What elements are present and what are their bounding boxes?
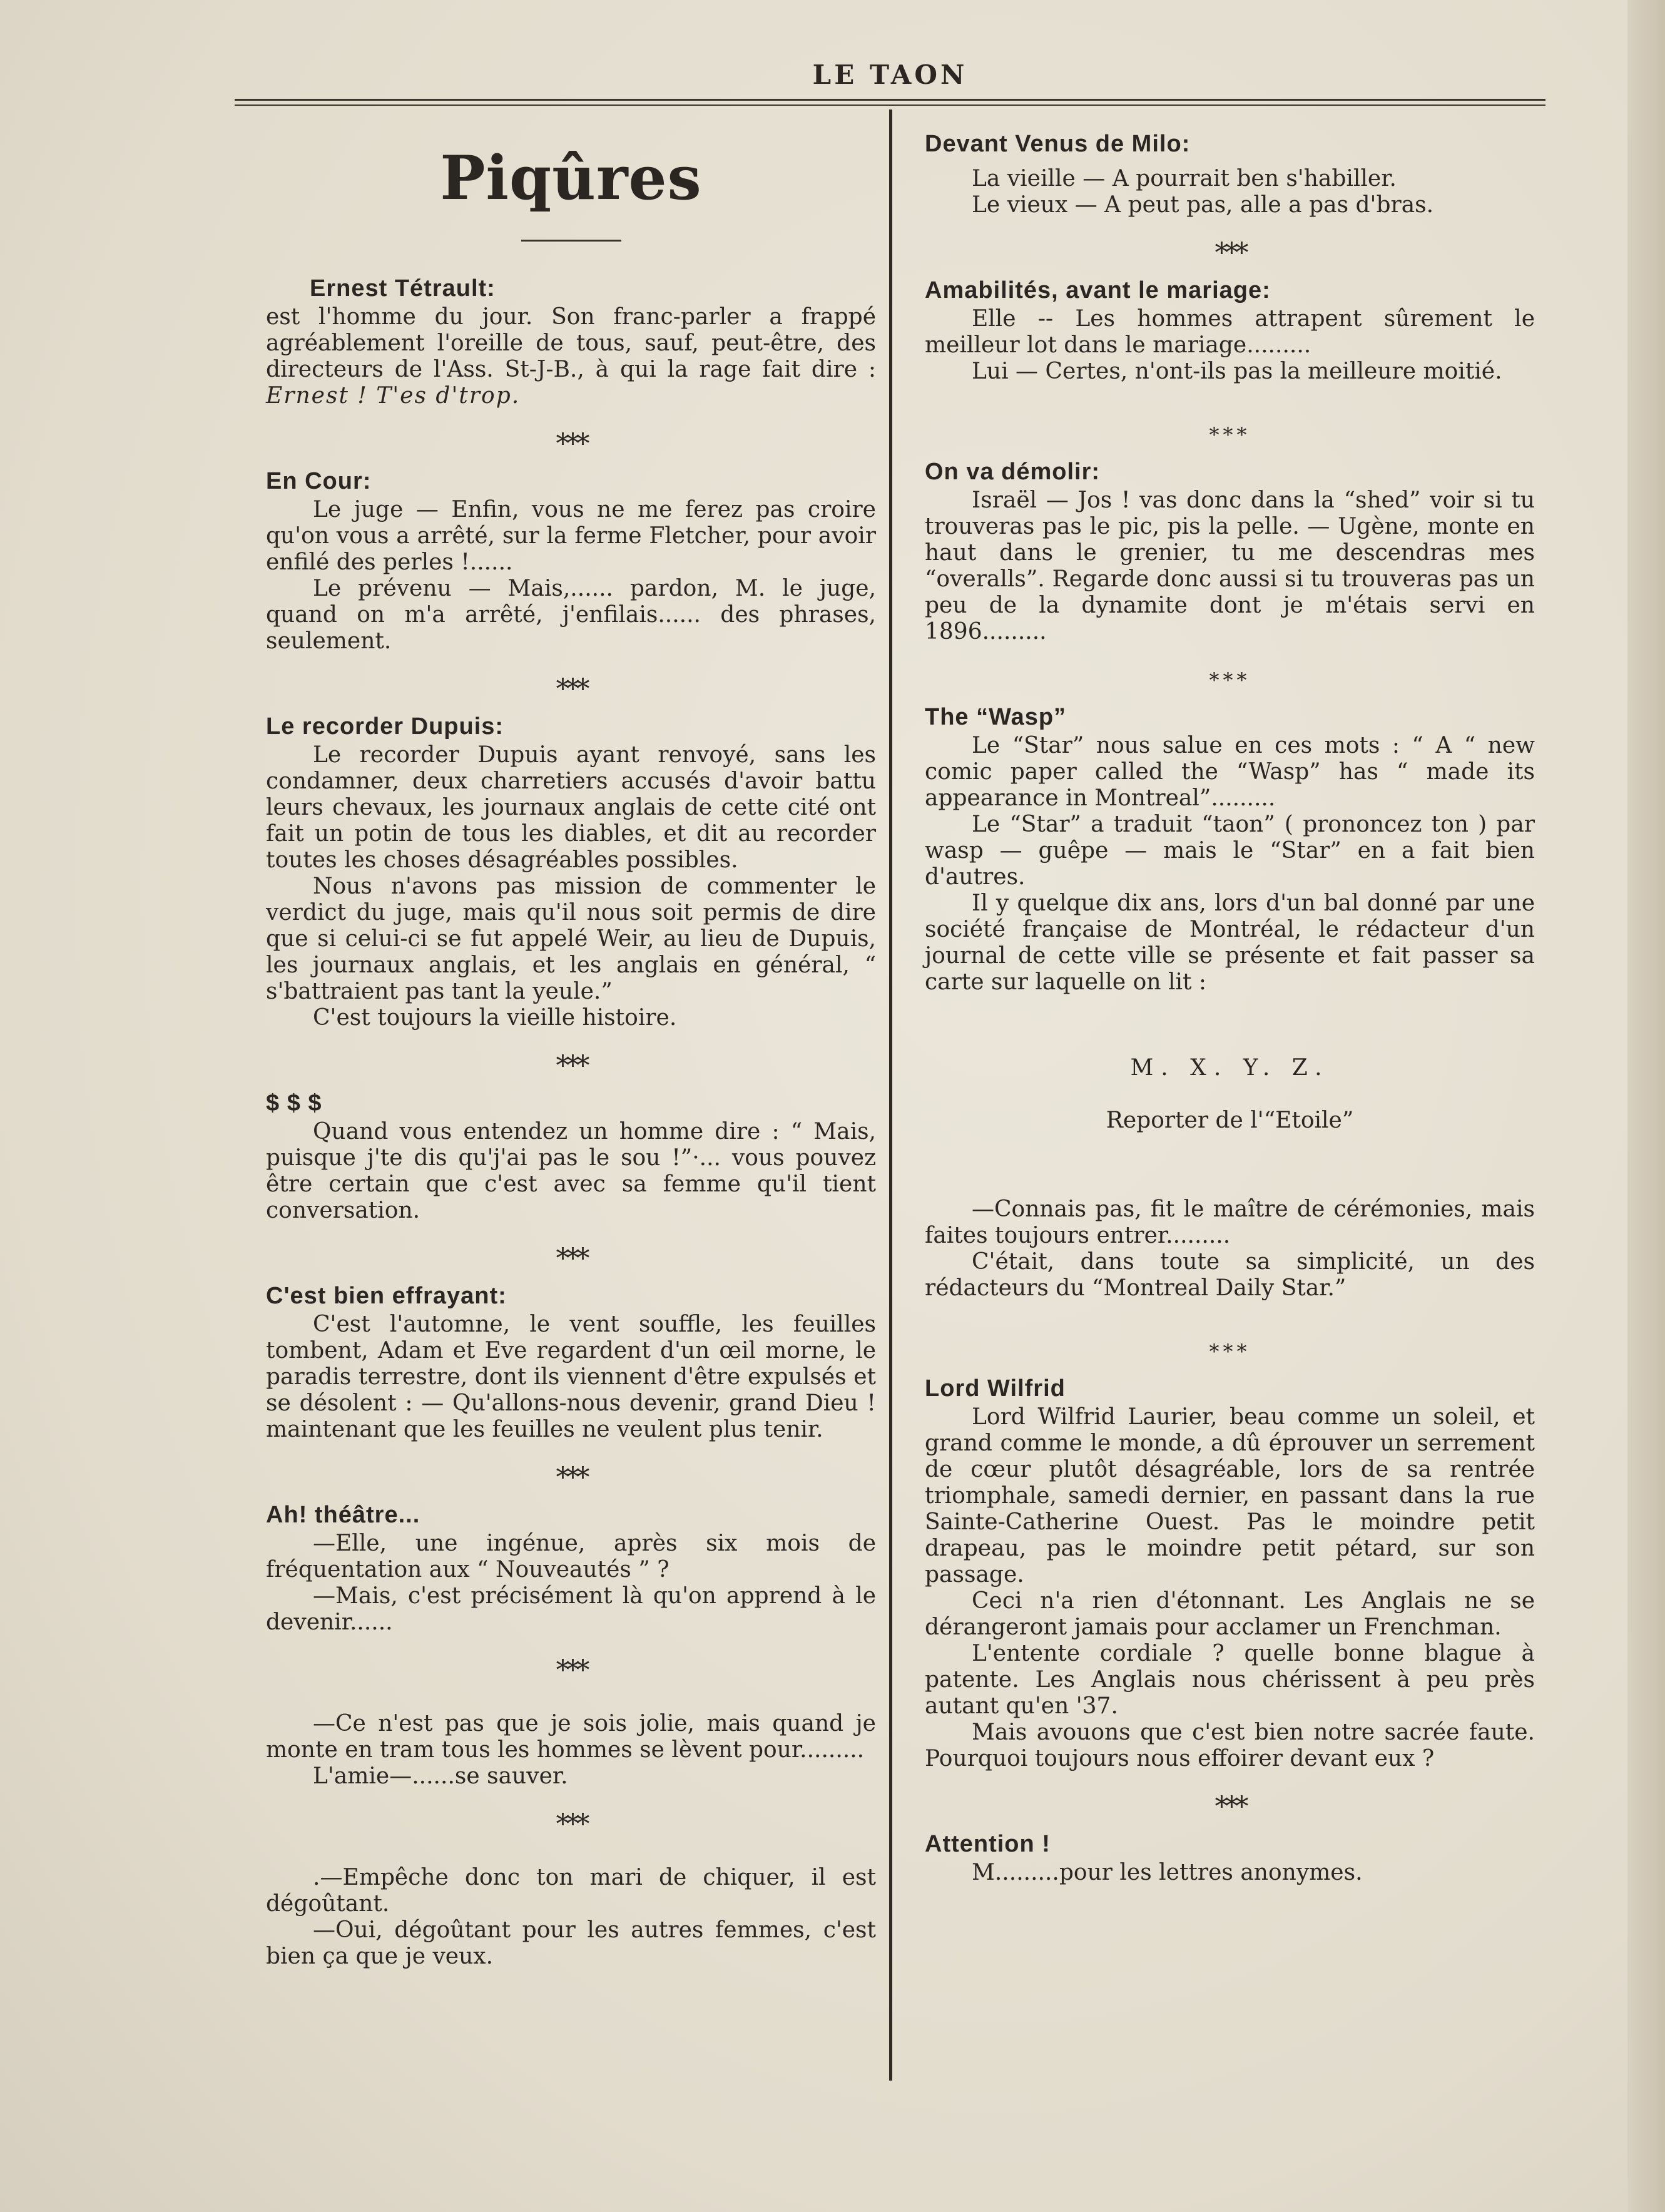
stars-separator: *** bbox=[556, 1050, 586, 1082]
item-heading: C'est bien effrayant: bbox=[266, 1283, 507, 1309]
item-wasp bbox=[925, 701, 1535, 1302]
item-venus bbox=[925, 128, 1535, 218]
item-paragraph: —Mais, c'est précisément là qu'on apprend à le devenir...... bbox=[266, 1583, 876, 1635]
item-heading: The “Wasp” bbox=[925, 704, 1067, 730]
item-ernest bbox=[266, 273, 876, 409]
stars-separator: *** bbox=[1209, 423, 1251, 447]
item-heading: En Cour: bbox=[266, 468, 372, 494]
item-heading: Attention ! bbox=[925, 1831, 1051, 1857]
item-heading: Ernest Tétrault: bbox=[310, 275, 496, 302]
stars-separator: *** bbox=[1209, 668, 1251, 692]
item-dollars bbox=[266, 1088, 876, 1224]
item-paragraph: La vieille — A pourrait ben s'habiller. bbox=[972, 166, 1397, 191]
item-paragraph: Le juge — Enfin, vous ne me ferez pas croire qu'on vous a arrêté, sur la ferme Fletcher, pour avoir enfilé des perles !...... bbox=[266, 497, 876, 575]
item-quote: Ernest ! T'es d'trop. bbox=[266, 383, 521, 409]
item-theatre bbox=[266, 1499, 876, 1636]
item-jolie bbox=[266, 1711, 876, 1790]
stars-separator: *** bbox=[556, 428, 586, 460]
item-paragraph: Lui — Certes, n'ont-ils pas la meilleure moitié. bbox=[972, 359, 1502, 384]
item-paragraph: Israël — Jos ! vas donc dans la “shed” voir si tu trouveras pas le pic, pis la pelle. — Ugène, monte en haut dans le grenier, tu me descendras mes “overalls”. Regarde donc aussi si tu trouveras pas un peu de la dynamite dont je m'étais servi en 1896......... bbox=[925, 487, 1535, 645]
item-heading: On va démolir: bbox=[925, 459, 1101, 485]
item-paragraph: Le vieux — A peut pas, alle a pas d'bras. bbox=[972, 192, 1434, 218]
item-paragraph: Elle -- Les hommes attrapent sûrement le meilleur lot dans le mariage......... bbox=[925, 306, 1535, 358]
newspaper-header: LE TAON bbox=[812, 59, 968, 90]
item-effrayant bbox=[266, 1280, 876, 1443]
item-paragraph: —Oui, dégoûtant pour les autres femmes, c'est bien ça que je veux. bbox=[266, 1917, 876, 1969]
stars-separator: *** bbox=[556, 1654, 586, 1686]
stars-separator: *** bbox=[1214, 237, 1245, 269]
item-amabilites bbox=[925, 275, 1535, 385]
page-fold-edge bbox=[1627, 0, 1665, 2212]
item-paragraph: Ceci n'a rien d'étonnant. Les Anglais ne se dérangeront jamais pour acclamer un Frenchman. bbox=[925, 1588, 1535, 1640]
column-divider bbox=[889, 110, 892, 2081]
item-paragraph: —Elle, une ingénue, après six mois de fréquentation aux “ Nouveautés ” ? bbox=[266, 1531, 876, 1583]
item-paragraph: M.........pour les lettres anonymes. bbox=[972, 1860, 1363, 1885]
item-heading: Le recorder Dupuis: bbox=[266, 713, 504, 740]
stars-separator: *** bbox=[556, 1808, 586, 1840]
calling-card-title: Reporter de l'“Etoile” bbox=[1106, 1108, 1354, 1133]
item-heading: $ $ $ bbox=[266, 1090, 322, 1116]
item-recorder bbox=[266, 711, 876, 1031]
item-paragraph: L'entente cordiale ? quelle bonne blague à patente. Les Anglais nous chérissent à peu près autant qu'en '37. bbox=[925, 1641, 1535, 1719]
stars-separator: *** bbox=[1214, 1791, 1245, 1823]
title-rule bbox=[521, 240, 621, 242]
stars-separator: *** bbox=[556, 1243, 586, 1275]
item-paragraph: Le recorder Dupuis ayant renvoyé, sans les condamner, deux charretiers accusés d'avoir battu leurs chevaux, les journaux anglais de cette cité ont fait un potin de tous les diables, et dit au recorder toutes les choses désagréables possibles. bbox=[266, 742, 876, 873]
item-paragraph: Le “Star” a traduit “taon” ( prononcez ton ) par wasp — guêpe — mais le “Star” en a fait bien d'autres. bbox=[925, 812, 1535, 890]
item-heading: Amabilités, avant le mariage: bbox=[925, 277, 1271, 303]
item-paragraph: .—Empêche donc ton mari de chiquer, il est dégoûtant. bbox=[266, 1865, 876, 1917]
item-heading: Ah! théâtre... bbox=[266, 1502, 420, 1528]
item-paragraph: Mais avouons que c'est bien notre sacrée faute. Pourquoi toujours nous effoirer devant eux ? bbox=[925, 1720, 1535, 1771]
item-paragraph: —Connais pas, fit le maître de cérémonies, mais faites toujours entrer......... bbox=[925, 1196, 1535, 1248]
item-paragraph: L'amie—......se sauver. bbox=[313, 1763, 568, 1789]
item-paragraph: Il y quelque dix ans, lors d'un bal donné par une société française de Montréal, le rédacteur d'un journal de cette ville se présente et fait passer sa carte sur laquelle on lit : bbox=[925, 890, 1535, 995]
item-chiquer bbox=[266, 1865, 876, 1970]
item-paragraph: C'est toujours la vieille histoire. bbox=[313, 1005, 677, 1031]
item-paragraph: —Ce n'est pas que je sois jolie, mais quand je monte en tram tous les hommes se lèvent pour......... bbox=[266, 1711, 876, 1763]
stars-separator: *** bbox=[556, 1462, 586, 1494]
item-wilfrid bbox=[925, 1373, 1535, 1772]
item-paragraph: C'est l'automne, le vent souffle, les feuilles tombent, Adam et Eve regardent d'un œil morne, le paradis terrestre, dont ils viennent d'être expulsés et se désolent : — Qu'allons-nous devenir, grand Dieu ! maintenant que les feuilles ne veulent plus tenir. bbox=[266, 1312, 876, 1442]
stars-separator: *** bbox=[1209, 1340, 1251, 1363]
item-paragraph: Le prévenu — Mais,...... pardon, M. le juge, quand on m'a arrêté, j'enfilais...... des phrases, seulement. bbox=[266, 576, 876, 654]
item-heading: Devant Venus de Milo: bbox=[925, 131, 1191, 157]
item-paragraph: Le “Star” nous salue en ces mots : “ A “ new comic paper called the “Wasp” has “ made its appearance in Montreal”......... bbox=[925, 733, 1535, 811]
item-paragraph: Nous n'avons pas mission de commenter le verdict du juge, mais qu'il nous soit permis de dire que si celui-ci se fut appelé Weir, au lieu de Dupuis, les journaux anglais, et les anglais en général, “ s'battraient pas tant la yeule.” bbox=[266, 874, 876, 1004]
section-title: Piqûres bbox=[440, 143, 702, 213]
left-column bbox=[266, 135, 876, 1970]
item-attention bbox=[925, 1828, 1535, 1886]
item-body: est l'homme du jour. Son franc-parler a frappé agréablement l'oreille de tous, sauf, peut-être, des directeurs de l'Ass. St-J-B., à qui la rage fait dire : bbox=[266, 304, 876, 382]
right-column bbox=[925, 128, 1535, 1886]
item-en-cour bbox=[266, 466, 876, 655]
header-rule-second bbox=[235, 104, 1545, 106]
item-paragraph: C'était, dans toute sa simplicité, un des rédacteurs du “Montreal Daily Star.” bbox=[925, 1249, 1535, 1301]
item-paragraph: Quand vous entendez un homme dire : “ Mais, puisque j'te dis qu'j'ai pas le sou !”·... vous pouvez être certain que c'est avec sa femme qu'il tient conversation. bbox=[266, 1119, 876, 1223]
header-rule bbox=[235, 99, 1545, 101]
item-paragraph: Lord Wilfrid Laurier, beau comme un soleil, et grand comme le monde, a dû éprouver un serrement de cœur plutôt désagréable, lors de sa rentrée triomphale, samedi dernier, en passant dans la rue Sainte-Catherine Ouest. Pas le moindre petit drapeau, pas le moindre petit pétard, sur son passage. bbox=[925, 1404, 1535, 1588]
item-heading: Lord Wilfrid bbox=[925, 1375, 1066, 1402]
calling-card-name: M. X. Y. Z. bbox=[1130, 1055, 1330, 1081]
stars-separator: *** bbox=[556, 673, 586, 705]
item-demolir bbox=[925, 456, 1535, 645]
